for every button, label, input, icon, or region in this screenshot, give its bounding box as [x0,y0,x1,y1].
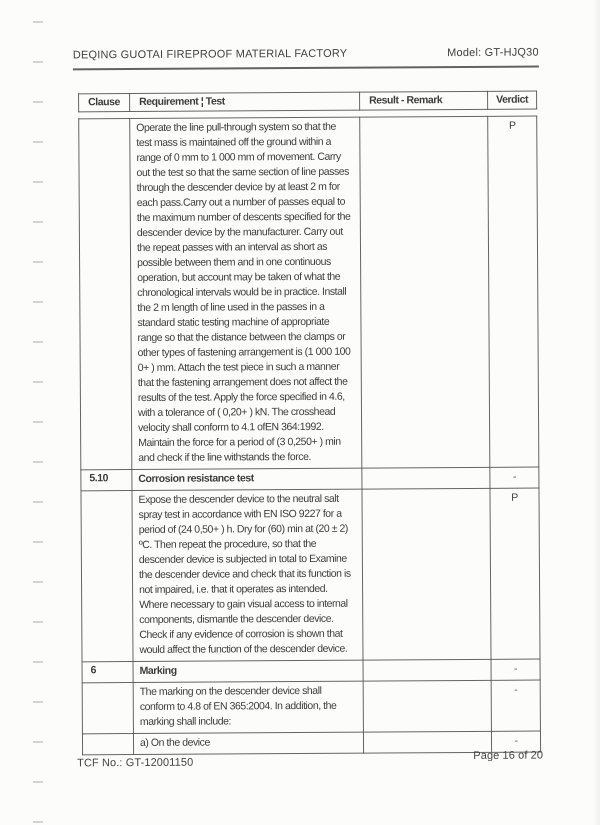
verdict-cell: - [491,659,540,680]
result-cell [363,680,491,732]
verdict-cell: - [491,731,540,752]
clause-cell: 5.10 [81,470,132,491]
column-header-result-remark: Result - Remark [360,91,488,110]
result-cell [362,467,490,489]
page-number: Page 16 of 20 [473,749,544,762]
verdict-cell: P [490,488,540,659]
table-row [82,680,540,734]
clause-cell: 6 [82,662,133,683]
table-row [81,488,540,662]
requirement-cell: The marking on the descender device shall conform to 4.8 of EN 365:2004. In addition, the marking shall include: [133,681,363,733]
verdict-cell: - [490,467,539,488]
clause-cell [79,119,132,470]
result-cell [363,659,491,681]
clause-cell [81,491,133,662]
table-row [79,116,539,470]
test-report-table [78,116,541,756]
requirement-cell: Expose the descender device to the neutral salt spray test in accordance with EN ISO 9227 for a period of (24 0,50+ ) h. Dry for (60) min at (20 ± 2) ºC. Then repeat the procedure, so that the descender device is subjected in total to Examine the descender device and check that its function is not impaired, i.e. that it operates as intended. Where necessary to gain visual access to internal components, dismantle the descender device. Check if any evidence of corrosion is shown that would affect the function of the descender device. [132,489,363,661]
result-cell [362,488,491,660]
model-label: Model: GT-HJQ30 [447,46,539,60]
requirement-cell: Operate the line pull-through system so that the test mass is maintained off the ground within a range of 0 mm to 1 000 mm of movement. Carry out the test so that the same section of line passes through the descender device by at least 2 m for each pass.Carry out a number of passes equal to the maximum number of descents specified for the descender device by the manufacturer. Carry out the repeat passes with an interval as short as possible between them and in one continuous operation, but account may be taken of what the chronological intervals would be in practice. Install the 2 m length of line used in the passes in a standard static testing machine of appropriate range so that the distance between the clamps or other types of fastening arrangement is (1 000 100 0+ ) mm. Attach the test piece in such a manner that the fastening arrangement does not affect the results of the test. Apply the force specified in 4.6, with a tolerance of ( 0,20+ ) kN. The crosshead velocity shall conform to 4.1 ofEN 364:1992. Maintain the force for a period of (3 0,250+ ) min and check if the line withstands the force. [130,117,362,469]
factory-name: DEQING GUOTAI FIREPROOF MATERIAL FACTORY [72,47,348,62]
column-header-verdict: Verdict [488,91,537,109]
requirement-cell: Marking [133,660,363,682]
clause-cell [82,683,133,734]
tcf-number: TCF No.: GT-12001150 [77,756,194,770]
result-cell [360,116,490,468]
table-row [81,467,539,491]
column-header-clause: Clause [79,94,130,112]
table-header [78,91,537,113]
table-row [82,659,540,683]
document-footer [77,750,543,770]
verdict-cell: - [491,680,540,731]
column-header-requirement-test: Requirement ¦ Test [130,92,360,111]
verdict-cell: P [488,116,539,467]
requirement-cell: a) On the device [133,732,363,754]
document-header [73,47,539,71]
requirement-cell: Corrosion resistance test [132,468,362,490]
table-header-row [79,91,537,112]
